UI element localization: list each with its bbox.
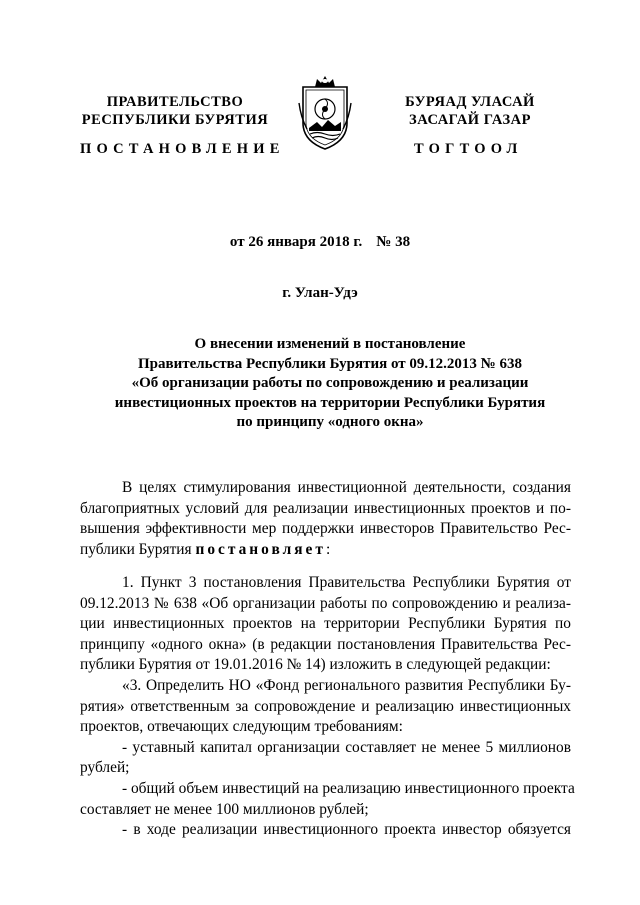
body-line [80,540,571,561]
body-line: благоприятных условий для реализации инвестиционных проектов и по- [80,499,571,517]
body-line: В целях стимулирования инвестиционной деятельности, создания [122,479,571,496]
document-date: от 26 января 2018 г. [229,234,363,250]
document-title [80,335,580,433]
body-line: 1. Пункт 3 постановления Правительства Республики Бурятия от [122,574,571,591]
title-line: по принципу «одного окна» [236,414,424,430]
body-line: публики Бурятия от 19.01.2016 № 14) изложить в следующей редакции: [80,656,551,674]
body-line: ции инвестиционных проектов на территории Республики Бурятия по [80,615,571,633]
body-line: вышения эффективности мер поддержки инвесторов Правительство Рес- [80,520,571,538]
preamble-paragraph [80,478,571,560]
body-line: - уставный капитал организации составляет не менее 5 миллионов [122,738,571,756]
body-line: принципу «одного окна» (в редакции постановления Правительства Рес- [80,635,571,653]
body-line: рятия» ответственным за сопровождение и реализацию инвестиционных [80,697,571,715]
body-line: - в ходе реализации инвестиционного проекта инвестор обязуется [122,821,571,839]
preamble-last-suffix: : [325,540,331,558]
body-line: «3. Определить НО «Фонд регионального развития Республики Бу- [122,676,571,694]
body-line: 09.12.2013 № 638 «Об организации работы по сопровождению и реализа- [80,594,571,612]
body-line: - общий объем инвестиций на реализацию инвестиционного проекта [122,779,575,797]
issuer-left [70,93,280,129]
document-city: г. Улан-Удэ [282,285,358,301]
issuer-left-line2: РЕСПУБЛИКИ БУРЯТИЯ [81,112,269,128]
resolves-word: постановляет [195,540,326,558]
body-line: проектов, отвечающих следующим требованиям: [80,718,403,736]
title-line: «Об организации работы по сопровождению и реализации [131,375,529,391]
coat-of-arms-icon [295,73,355,151]
issuer-left-line1: ПРАВИТЕЛЬСТВО [106,94,244,110]
date-number-line [0,234,640,251]
issuer-right-line2: ЗАСАГАЙ ГАЗАР [409,112,531,128]
preamble-last-prefix: публики Бурятия [80,540,196,558]
issuer-right-line1: БУРЯАД УЛАСАЙ [405,94,535,110]
issuer-right [365,93,575,129]
document-number: № 38 [376,234,411,250]
section-1-paragraph [80,573,575,841]
doc-type-right: ТОГТООЛ [414,141,523,157]
title-line: О внесении изменений в постановление [194,336,466,352]
body-line: составляет не менее 100 миллионов рублей; [80,800,369,818]
title-line: инвестиционных проектов на территории Республики Бурятия [114,394,546,411]
doc-type-left: ПОСТАНОВЛЕНИЕ [80,141,285,157]
body-line: рублей; [80,759,130,777]
title-line: Правительства Республики Бурятия от 09.12.2013 № 638 [137,355,522,372]
